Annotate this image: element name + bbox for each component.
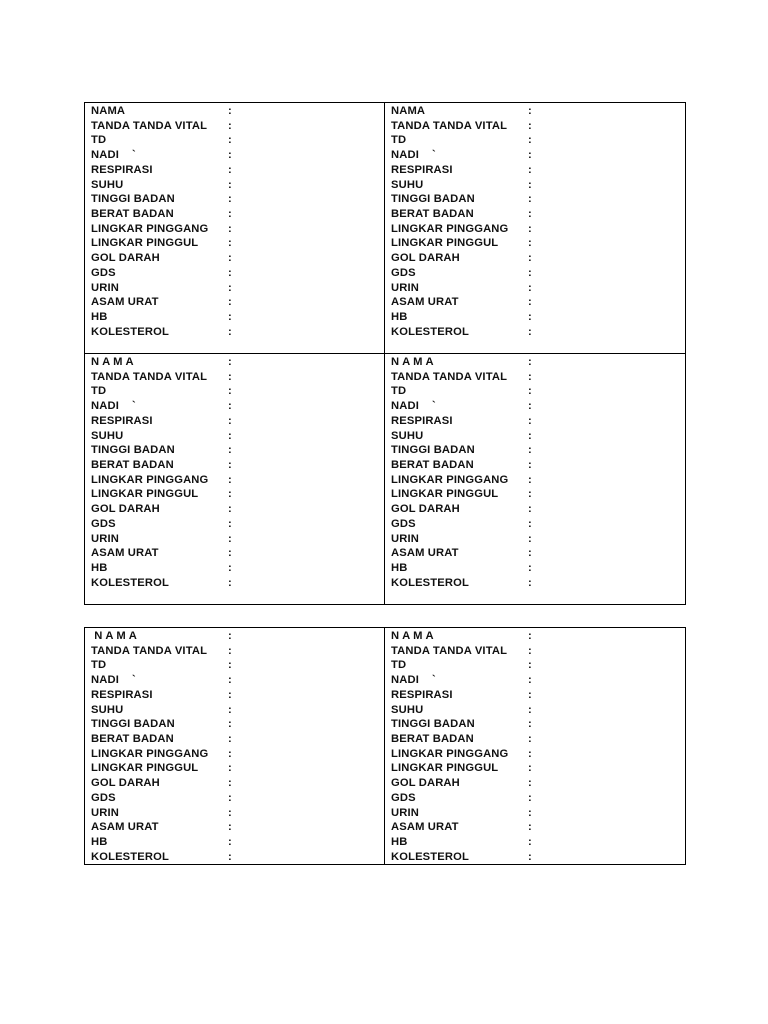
field-label: BERAT BADAN [391,733,474,746]
field-colon: : [528,459,532,472]
field-colon: : [528,532,532,545]
form-field [91,266,384,281]
field-colon: : [528,630,532,642]
field-colon: : [528,178,532,191]
form-field [91,532,384,547]
field-colon: : [528,252,532,265]
field-colon: : [528,444,532,457]
form-field [391,281,685,296]
patient-card [385,628,685,864]
field-label: NAMA [391,105,426,117]
field-colon: : [528,356,532,368]
field-label: SUHU [91,429,124,442]
form-field [91,776,384,791]
field-label: GOL DARAH [391,503,460,516]
field-colon: : [528,385,532,398]
form-field [391,443,685,458]
field-label: KOLESTEROL [91,850,169,863]
field-label: N A M A [391,356,434,368]
field-colon: : [528,821,532,834]
field-colon: : [228,105,232,117]
form-field [91,443,384,458]
form-field [391,207,685,222]
field-colon: : [528,488,532,501]
form-field [391,732,685,747]
field-colon: : [528,517,532,530]
field-colon: : [228,821,232,834]
field-label: SUHU [391,703,424,716]
form-field [391,629,685,644]
field-colon: : [228,193,232,206]
patient-card [85,103,385,354]
field-label: HB [391,562,408,575]
field-label: LINGKAR PINGGUL [391,237,499,250]
field-colon: : [528,119,532,132]
field-colon: : [528,777,532,790]
field-label: TANDA TANDA VITAL [91,370,208,383]
field-label: TINGGI BADAN [391,718,475,731]
form-field [91,222,384,237]
form-field [391,502,685,517]
form-field [391,192,685,207]
form-field [391,399,685,414]
form-field [391,673,685,688]
field-colon: : [228,747,232,760]
form-field [91,717,384,732]
field-colon: : [228,836,232,849]
field-colon: : [528,325,532,338]
field-label: GOL DARAH [391,252,460,265]
form-field [391,473,685,488]
field-colon: : [228,488,232,501]
field-colon: : [228,644,232,657]
field-label: ASAM URAT [91,821,159,834]
field-label: URIN [391,281,419,294]
form-field [91,148,384,163]
form-field [91,325,384,340]
form-field [91,658,384,673]
field-label: RESPIRASI [391,414,453,427]
form-field [391,310,685,325]
form-field [91,295,384,310]
field-label: BERAT BADAN [391,459,474,472]
field-colon: : [228,134,232,147]
form-field [91,473,384,488]
field-colon: : [528,644,532,657]
form-field [391,776,685,791]
form-field [91,835,384,850]
field-colon: : [228,630,232,642]
field-colon: : [528,370,532,383]
field-colon: : [228,517,232,530]
field-label: GOL DARAH [391,777,460,790]
form-field [91,251,384,266]
field-label: SUHU [391,429,424,442]
form-field [391,222,685,237]
form-field [391,688,685,703]
field-label: TD [91,385,107,398]
field-label: HB [91,562,108,575]
form-field [391,820,685,835]
field-label: URIN [91,532,119,545]
field-label: N A M A [391,630,434,642]
field-label: TINGGI BADAN [91,444,175,457]
form-field [91,644,384,659]
field-colon: : [528,503,532,516]
form-field [391,791,685,806]
field-label: KOLESTEROL [391,850,469,863]
field-colon: : [228,733,232,746]
field-colon: : [528,105,532,117]
patient-card [385,103,685,354]
form-field [91,178,384,193]
field-label: URIN [91,281,119,294]
form-field [391,658,685,673]
form-field [391,148,685,163]
field-label: GDS [91,266,116,279]
field-colon: : [228,325,232,338]
field-label: TINGGI BADAN [91,193,175,206]
field-label: URIN [391,806,419,819]
field-label: LINGKAR PINGGANG [91,473,209,486]
field-colon: : [528,473,532,486]
field-colon: : [228,762,232,775]
field-label: TD [91,134,107,147]
form-field [391,178,685,193]
field-label: TINGGI BADAN [91,718,175,731]
field-colon: : [228,370,232,383]
field-colon: : [228,718,232,731]
field-label: NADI ` [391,400,436,413]
field-label: URIN [91,806,119,819]
field-colon: : [228,385,232,398]
field-colon: : [228,311,232,324]
field-label: N A M A [91,356,134,368]
field-colon: : [228,503,232,516]
field-colon: : [228,222,232,235]
field-label: NAMA [91,105,126,117]
field-colon: : [228,400,232,413]
vital-signs-table-2 [84,627,686,865]
field-label: KOLESTEROL [91,325,169,338]
form-field [91,370,384,385]
form-field [91,820,384,835]
field-label: GDS [391,791,416,804]
field-label: BERAT BADAN [391,208,474,221]
field-label: KOLESTEROL [391,576,469,589]
field-colon: : [228,208,232,221]
form-field [391,576,685,591]
field-label: LINGKAR PINGGUL [91,762,199,775]
form-field [91,747,384,762]
field-label: RESPIRASI [91,414,153,427]
field-colon: : [228,777,232,790]
patient-card [385,354,685,604]
field-colon: : [528,562,532,575]
field-label: TANDA TANDA VITAL [91,644,208,657]
field-colon: : [228,688,232,701]
patient-card [85,354,385,604]
field-colon: : [228,532,232,545]
field-label: RESPIRASI [391,163,453,176]
field-label: ASAM URAT [391,547,459,560]
field-colon: : [228,674,232,687]
field-colon: : [228,703,232,716]
field-colon: : [228,547,232,560]
field-label: ASAM URAT [91,547,159,560]
form-field [91,355,384,370]
field-label: HB [91,836,108,849]
form-field [391,295,685,310]
field-colon: : [228,356,232,368]
field-label: GDS [391,266,416,279]
form-field [391,325,685,340]
field-label: GDS [91,791,116,804]
field-label: TANDA TANDA VITAL [391,644,508,657]
form-field [91,791,384,806]
form-field [91,673,384,688]
field-label: GOL DARAH [91,503,160,516]
field-label: TD [391,659,407,672]
form-field [91,192,384,207]
form-field [91,236,384,251]
vital-signs-table-1 [84,102,686,605]
field-label: SUHU [91,703,124,716]
field-colon: : [528,747,532,760]
form-field [391,429,685,444]
field-colon: : [528,134,532,147]
form-field [91,732,384,747]
field-colon: : [228,252,232,265]
field-colon: : [228,444,232,457]
field-label: NADI ` [391,674,436,687]
field-colon: : [228,163,232,176]
field-colon: : [228,562,232,575]
field-colon: : [528,149,532,162]
field-label: TD [391,134,407,147]
field-label: NADI ` [91,149,136,162]
field-label: RESPIRASI [91,688,153,701]
field-colon: : [228,473,232,486]
form-field [91,576,384,591]
form-field [91,104,384,119]
field-label: GDS [391,517,416,530]
field-label: BERAT BADAN [91,733,174,746]
form-field [91,517,384,532]
field-label: LINGKAR PINGGANG [391,222,509,235]
form-field [391,761,685,776]
field-colon: : [228,178,232,191]
form-field [91,629,384,644]
field-label: LINGKAR PINGGUL [91,237,199,250]
field-colon: : [228,806,232,819]
field-colon: : [528,429,532,442]
form-field [91,310,384,325]
field-label: LINGKAR PINGGANG [91,747,209,760]
form-field [91,207,384,222]
field-label: TINGGI BADAN [391,444,475,457]
field-label: TD [91,659,107,672]
form-field [91,850,384,865]
field-colon: : [228,429,232,442]
field-colon: : [528,414,532,427]
form-field [91,281,384,296]
field-label: GOL DARAH [91,777,160,790]
form-field [91,703,384,718]
field-colon: : [228,850,232,863]
field-colon: : [228,659,232,672]
form-field [391,806,685,821]
form-field [391,133,685,148]
field-label: NADI ` [391,149,436,162]
field-label: BERAT BADAN [91,208,174,221]
field-label: RESPIRASI [391,688,453,701]
field-colon: : [528,266,532,279]
form-field [91,761,384,776]
form-field [391,850,685,865]
form-field [91,384,384,399]
field-colon: : [528,688,532,701]
form-field [391,119,685,134]
field-colon: : [528,281,532,294]
field-colon: : [228,119,232,132]
form-field [391,644,685,659]
field-label: TANDA TANDA VITAL [391,370,508,383]
field-label: ASAM URAT [391,821,459,834]
form-field [391,517,685,532]
field-label: RESPIRASI [91,163,153,176]
field-colon: : [228,296,232,309]
field-label: TANDA TANDA VITAL [91,119,208,132]
form-field [391,703,685,718]
form-field [391,370,685,385]
form-field [91,429,384,444]
field-colon: : [528,703,532,716]
form-field [91,546,384,561]
field-label: ASAM URAT [91,296,159,309]
form-field [91,688,384,703]
field-label: TANDA TANDA VITAL [391,119,508,132]
field-colon: : [228,791,232,804]
field-label: KOLESTEROL [391,325,469,338]
field-label: NADI ` [91,674,136,687]
form-field [391,546,685,561]
field-colon: : [528,762,532,775]
field-label: BERAT BADAN [91,459,174,472]
form-field [391,355,685,370]
form-field [391,266,685,281]
field-colon: : [528,806,532,819]
field-colon: : [228,459,232,472]
form-field [391,236,685,251]
form-field [91,502,384,517]
field-label: LINGKAR PINGGANG [391,473,509,486]
field-label: TINGGI BADAN [391,193,475,206]
field-label: TD [391,385,407,398]
form-field [91,119,384,134]
field-label: LINGKAR PINGGUL [91,488,199,501]
field-label: URIN [391,532,419,545]
form-field [391,717,685,732]
form-field [91,487,384,502]
field-colon: : [228,266,232,279]
field-colon: : [528,400,532,413]
field-colon: : [528,222,532,235]
form-field [391,487,685,502]
form-field [91,414,384,429]
field-colon: : [528,718,532,731]
field-label: LINGKAR PINGGUL [391,762,499,775]
field-label: LINGKAR PINGGANG [91,222,209,235]
patient-card [85,628,385,864]
form-field [391,458,685,473]
field-label: HB [391,836,408,849]
form-field [391,561,685,576]
form-field [391,384,685,399]
field-colon: : [528,674,532,687]
field-label: KOLESTEROL [91,576,169,589]
form-field [391,104,685,119]
field-label: NADI ` [91,400,136,413]
field-label: HB [391,311,408,324]
form-field [91,133,384,148]
form-field [91,561,384,576]
field-colon: : [528,193,532,206]
field-colon: : [528,576,532,589]
field-colon: : [528,296,532,309]
form-field [391,414,685,429]
field-colon: : [228,237,232,250]
field-label: N A M A [91,630,137,642]
form-field [91,163,384,178]
form-field [391,251,685,266]
form-field [91,458,384,473]
field-colon: : [528,850,532,863]
field-label: GDS [91,517,116,530]
field-colon: : [528,791,532,804]
field-colon: : [228,149,232,162]
field-colon: : [528,659,532,672]
field-label: ASAM URAT [391,296,459,309]
field-label: HB [91,311,108,324]
form-field [391,747,685,762]
field-colon: : [528,733,532,746]
field-colon: : [528,311,532,324]
form-field [91,399,384,414]
field-colon: : [228,281,232,294]
field-colon: : [528,836,532,849]
field-label: LINGKAR PINGGANG [391,747,509,760]
field-colon: : [228,414,232,427]
field-colon: : [528,237,532,250]
field-label: SUHU [91,178,124,191]
form-field [391,835,685,850]
field-colon: : [528,163,532,176]
field-label: LINGKAR PINGGUL [391,488,499,501]
field-colon: : [228,576,232,589]
form-field [91,806,384,821]
form-field [391,532,685,547]
field-colon: : [528,547,532,560]
field-label: GOL DARAH [91,252,160,265]
field-label: SUHU [391,178,424,191]
form-field [391,163,685,178]
field-colon: : [528,208,532,221]
